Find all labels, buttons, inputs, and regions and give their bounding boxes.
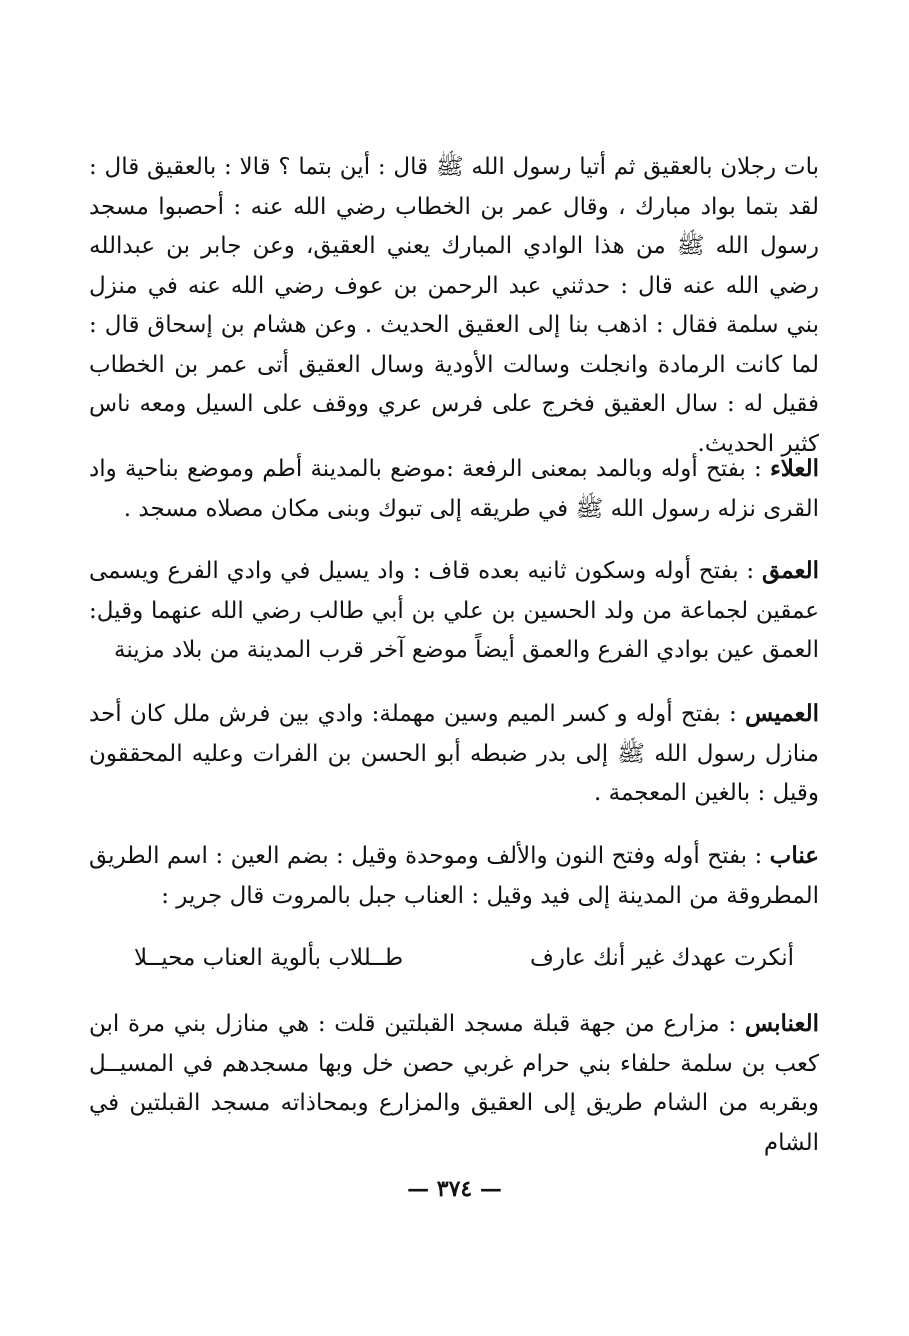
entry-alamis [89,694,819,814]
paragraph-text: بات رجلان بالعقيق ثم أتيا رسول الله ﷺ قال : أين بتما ؟ قالا : بالعقيق قال : لقد بتما بواد مبارك ، وقال عمر بن الخطاب رضي الله عنه : أحصبوا مسجد رسول الله ﷺ من هذا الوادي المبارك يعني العقيق، وعن جابر بن عبدالله رضي الله عنه قال : حدثني عبد الرحمن بن عوف رضي الله عنه في منزل بني سلمة فقال : اذهب بنا إلى العقيق الحديث . وعن هشام بن إسحاق قال : لما كانت الرمادة وانجلت وسالت الأودية وسال العقيق أتى عمر بن الخطاب فقيل له : سال العقيق فخرج على فرس عري ووقف على السيل ومعه ناس كثير الحديث. [89,154,819,457]
page-number: — ٣٧٤ — [407,1176,502,1202]
entry-text: : مزارع من جهة قبلة مسجد القبلتين قلت : هي منازل بني مرة ابن كعب بن سلمة حلفاء بني حرام غربي حصن خل وبها مسجدهم في المسيــل وبقربه من الشام طريق إلى العقيق والمزارع وبمحاذاته مسجد القبلتين في الشام [89,1011,819,1156]
entry-alala [89,449,819,529]
entry-alamq [89,551,819,671]
entry-title: العميس [744,700,819,727]
verse-first-hemistich: أنكرت عهدك غير أنك عارف [530,945,794,971]
poetry-verse [134,938,794,978]
entry-annab [89,836,819,916]
paragraph-aqiq [89,148,819,464]
entry-title: العنابس [744,1010,819,1037]
entry-text: : بفتح أوله و كسر الميم وسين مهملة: وادي بين فرش ملل كان أحد منازل رسول الله ﷺ إلى بدر ضبطه أبو الحسن بن الفرات وعليه المحققون وقيل : بالغين المعجمة . [89,701,819,806]
entry-title: عناب [769,842,819,869]
entry-text: : بفتح أوله وسكون ثانيه بعده قاف : واد يسيل في وادي الفرع ويسمى عمقين لجماعة من ولد الحسين بن علي بن أبي طالب رضي الله عنهما وقيل: العمق عين بوادي الفرع والعمق أيضاً موضع آخر قرب المدينة من بلاد مزينة [89,558,819,663]
entry-alanabis [89,1004,819,1163]
entry-text: : بفتح أوله وبالمد بمعنى الرفعة :موضع بالمدينة أطم وموضع بناحية واد القرى نزله رسول الله ﷺ في طريقه إلى تبوك وبنى مكان مصلاه مسجد . [89,456,819,522]
verse-second-hemistich: طــللاب بألوية العناب محيــلا [134,945,404,971]
entry-title: العلاء [769,455,819,482]
entry-text: : بفتح أوله وفتح النون والألف وموحدة وقيل : بضم العين : اسم الطريق المطروقة من المدينة إلى فيد وقيل : العناب جبل بالمروت قال جرير : [89,843,819,909]
entry-title: العمق [762,557,819,584]
